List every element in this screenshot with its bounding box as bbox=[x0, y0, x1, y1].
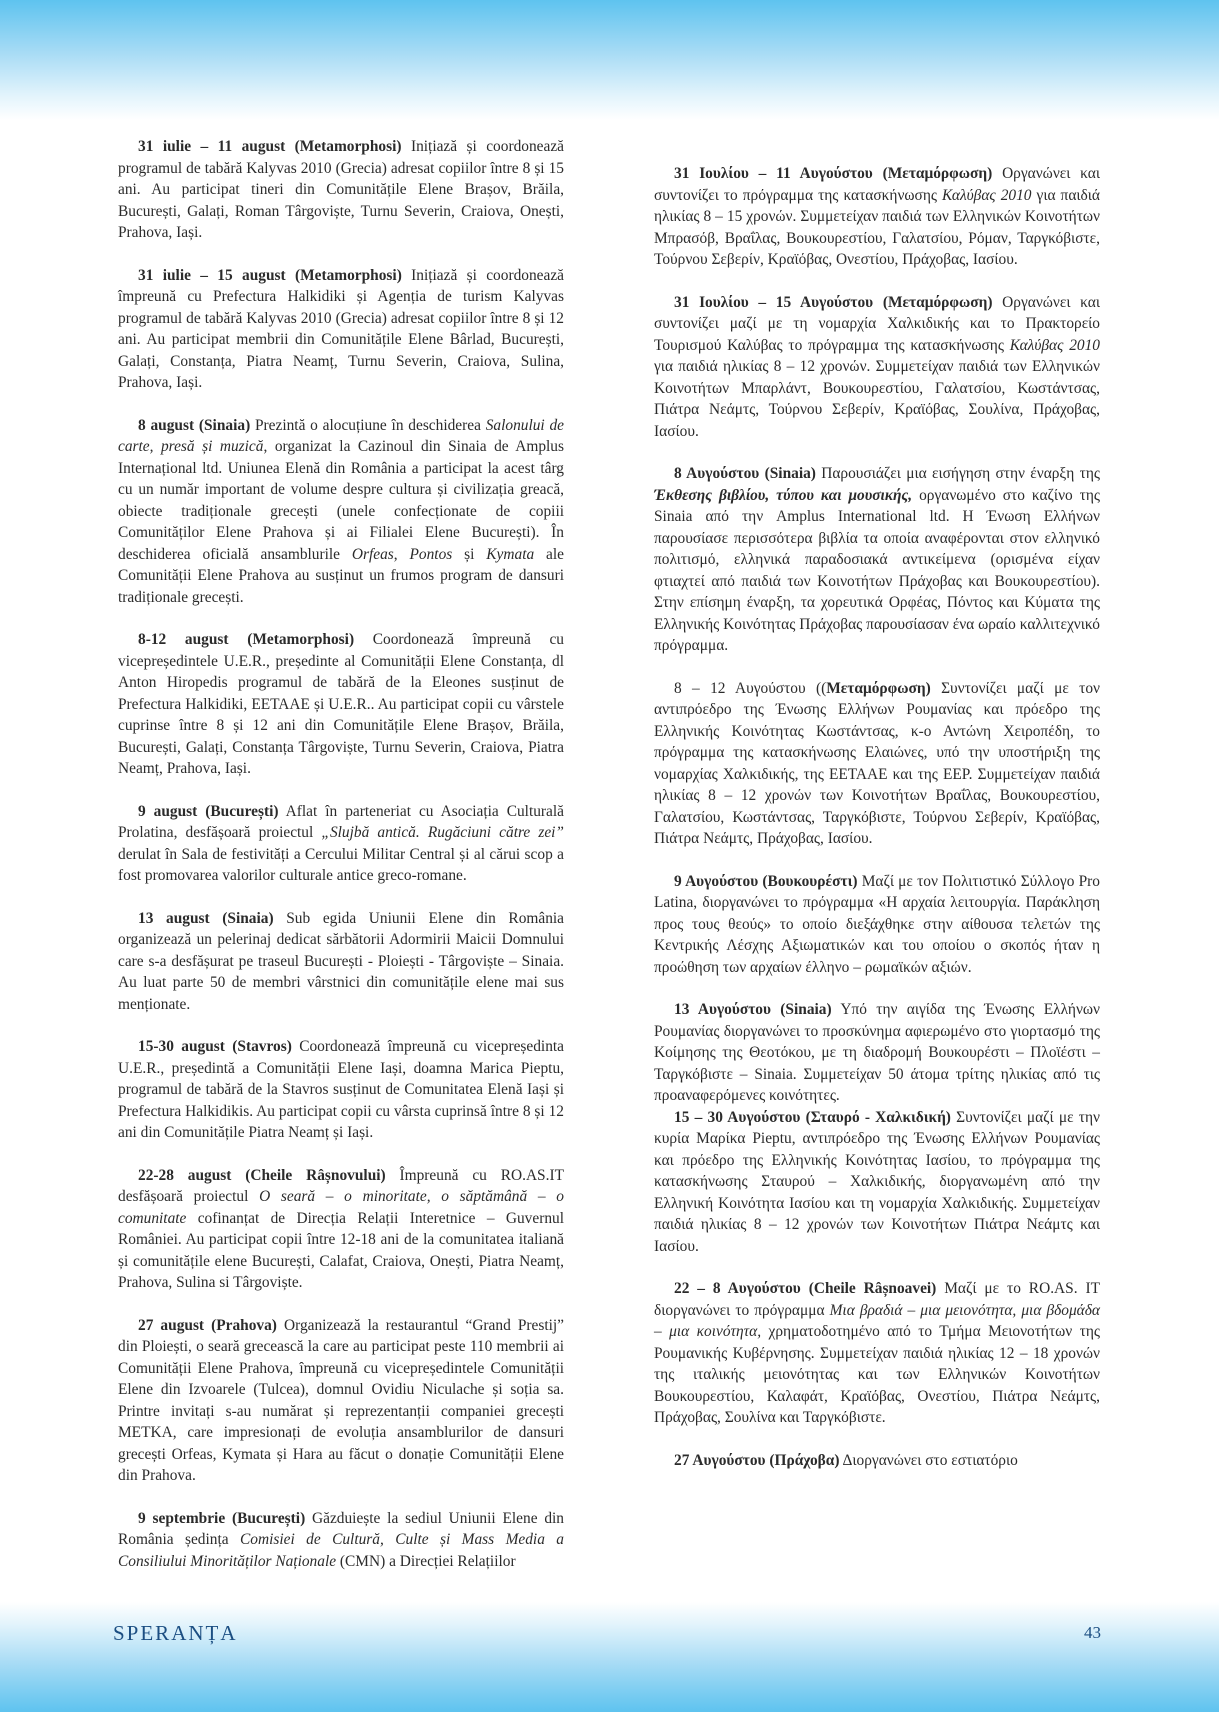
entry-el-4: 8 – 12 Αυγούστου ((Μεταμόρφωση) Συντονίζει μαζί με τον αντιπρόεδρο της Ένωσης Ελλήνων Ρουμανίας και πρόεδρο της Ελληνικής Κοινότητας Κωστάντσας, κ-ο Αντώνη Χειροπέδη, το πρόγραμμα της κατασκήνωσης Ελαιώνες, υπό την υποστήριξη της νομαρχίας Χαλκιδικής, της ΕΕΤΑΑΕ και της ΕΕΡ. Συμμετείχαν παιδιά ηλικίας 8 – 12 χρονών των Κοινοτήτων Βραΐλας, Βουκουρεστίου, Γαλατσίου, Κωστάντσας, Ταργκόβιστε, Τούρνου Σεβερίν, Κραϊόβας, Πιάτρα Νεάμτς, Πράχοβας, Ιασίου. bbox=[654, 679, 1100, 847]
right-column bbox=[654, 163, 1100, 1492]
bottom-gradient-band bbox=[0, 1602, 1219, 1712]
entry-ro-2: 31 iulie – 15 august (Metamorphosi) Inițiază și coordonează împreună cu Prefectura Halkidiki și Agenția de turism Kalyvas programul de tabără Kalyvas 2010 (Grecia) adresat copiilor între 8 și 12 ani. Au participat membrii din Comunitățile Elene Bârlad, București, Galați, Constanța, Piatra Neamț, Turnu Severin, Craiova, Sulina, Prahova, Iași. bbox=[118, 266, 564, 391]
entry-el-8: 22 – 8 Αυγούστου (Cheile Râșnoavei) Μαζί με το RO.AS. IT διοργανώνει το πρόγραμμα Μια βραδιά – μια μειονότητα, μια βδομάδα – μια κοινότητα, χρηματοδοτημένο από το Τμήμα Μειονοτήτων της Ρουμανικής Κυβέρνησης. Συμμετείχαν παιδιά ηλικίας 12 – 18 χρονών της ιταλικής μειονότητας και των Ελληνικών Κοινοτήτων Βουκουρεστίου, Καλαφάτ, Κραϊόβας, Ονεστίου, Πιάτρα Νεάμτς, Πράχοβας, Σουλίνα και Ταργκόβιστε. bbox=[654, 1280, 1100, 1426]
entry-el-3: 8 Αυγούστου (Sinaia) Παρουσιάζει μια εισήγηση στην έναρξη της Έκθεσης βιβλίου, τύπου και μουσικής, οργανωμένο στο καζίνο της Sinaia από την Amplus International ltd. Η Ένωση Ελλήνων παρουσίασε περισσότερα βιβλία τα οποία αναφέρονται στον ελληνικό πολιτισμό, ελληνικά παραδοσιακά αντικείμενα (ορισμένα είχαν φτιαχτεί από παιδιά των Κοινοτήτων Πράχοβας και Βουκουρεστίου). Στην επίσημη έναρξη, τα χορευτικά Ορφέας, Πόντος και Κύματα της Ελληνικής Κοινότητας Πράχοβας παρουσίασαν ένα ωραίο καλλιτεχνικό πρόγραμμα. bbox=[654, 465, 1100, 654]
left-column bbox=[118, 136, 564, 1593]
entry-ro-4: 8-12 august (Metamorphosi) Coordonează împreună cu vicepreședintele U.E.R., președinte al Comunității Elene Constanța, dl Anton Hiropedis programul de tabără de la Eleones susținut de Prefectura Halkidiki, EETAAE și U.E.R.. Au participat copii cu vârstele cuprinse între 8 și 12 ani din Comunitățile Elene Brașov, Brăila, București, Galați, Constanța Târgoviște, Turnu Severin, Craiova, Piatra Neamț, Prahova, Iași. bbox=[118, 631, 564, 777]
entry-ro-7: 15-30 august (Stavros) Coordonează împreună cu vicepreședinta U.E.R., președintă a Comunității Elene Iași, doamna Marica Pieptu, programul de tabără de la Stavros susținut de Comunitatea Elenă Iași și Prefectura Halkidikis. Au participat copii cu vârsta cuprinsă între 8 și 12 ani din Comunitățile Piatra Neamț și Iași. bbox=[118, 1038, 564, 1141]
magazine-name: SPERANȚA bbox=[113, 1621, 238, 1645]
page-number: 43 bbox=[1084, 1623, 1101, 1642]
entry-el-1: 31 Ιουλίου – 11 Αυγούστου (Μεταμόρφωση) Οργανώνει και συντονίζει το πρόγραμμα της κατασκήνωσης Καλύβας 2010 για παιδιά ηλικίας 8 – 15 χρονών. Συμμετείχαν παιδιά των Ελληνικών Κοινοτήτων Μπρασόβ, Βραΐλας, Βουκουρεστίου, Γαλατσίου, Ρόμαν, Ταργκόβιστε, Τούρνου Σεβερίν, Κραϊόβας, Ονεστίου, Πράχοβας, Ιασίου. bbox=[654, 165, 1100, 268]
entry-el-5: 9 Αυγούστου (Βουκουρέστι) Μαζί με τον Πολιτιστικό Σύλλογο Pro Latina, διοργανώνει το πρόγραμμα «Η αρχαία λειτουργία. Παράκληση προς τους θεούς» το οποίο διεξάχθηκε στην αίθουσα τελετών της Κεντρικής Λέσχης Αξιωματικών και του οποίου ο σκοπός ήταν η προώθηση των αρχαίων έλληνο – ρωμαϊκών αξιών. bbox=[654, 872, 1100, 976]
entry-ro-3: 8 august (Sinaia) Prezintă o alocuțiune în deschiderea Salonului de carte, presă și muzică, organizat la Cazinoul din Sinaia de Amplus Internațional ltd. Uniunea Elenă din România a participat la acest târg cu un număr important de volume despre cultura și civilizația greacă, obiecte tradiționale grecești (unele confecționate de copiii Comunităților Elene Prahova și ai Filialei Elene București). În deschiderea oficială ansamblurile Orfeas, Pontos și Kymata ale Comunității Elene Prahova au susținut un frumos program de dansuri tradiționale grecești. bbox=[118, 416, 565, 606]
entry-ro-10: 9 septembrie (București) Găzduiește la sediul Uniunii Elene din România ședința Comisiei de Cultură, Culte și Mass Media a Consiliului Minorităților Naționale (CMN) a Direcției Relațiilor bbox=[118, 1509, 565, 1570]
entry-ro-5: 9 august (București) Aflat în parteneriat cu Asociația Culturală Prolatina, desfășoară proiectul „Slujbă antică. Rugăciuni către zei” derulat în Sala de festivități a Cercului Militar Central și al cărui scop a fost promovarea valorilor culturale antice greco-romane. bbox=[118, 802, 564, 884]
entry-el-2: 31 Ιουλίου – 15 Αυγούστου (Μεταμόρφωση) Οργανώνει και συντονίζει μαζί με τη νομαρχία Χαλκιδικής και το Πρακτορείο Τουρισμού Καλύβας το πρόγραμμα της κατασκήνωσης Καλύβας 2010 για παιδιά ηλικίας 8 – 12 χρονών. Συμμετείχαν παιδιά των Ελληνικών Κοινοτήτων Μπαρλάντ, Βουκουρεστίου, Γαλατσίου, Κωστάντσας, Πιάτρα Νεάμτς, Τούρνου Σεβερίν, Κραϊόβας, Σουλίνα, Πράχοβας, Ιασίου. bbox=[654, 293, 1100, 440]
entry-el-7: 15 – 30 Αυγούστου (Σταυρό - Χαλκιδική) Συντονίζει μαζί με την κυρία Μαρίκα Pieptu, αντιπρόεδρο της Ένωσης Ελλήνων Ρουμανίας και πρόεδρο της Ελληνικής Κοινότητας Ιασίου, το πρόγραμμα της κατασκήνωσης Σταυρού – Χαλκιδικής, διοργανωμένη από την Ελληνική Κοινότητα Ιασίου και τη νομαρχία Χαλκιδικής. Συμμετείχαν παιδιά ηλικίας 8 – 12 χρονών των Κοινοτήτων Πιάτρα Νεάμτς και Ιασίου. bbox=[654, 1108, 1100, 1255]
entry-ro-6: 13 august (Sinaia) Sub egida Uniunii Elene din România organizează un pelerinaj dedicat sărbătorii Adormirii Maicii Domnului care s-a desfășurat pe traseul București - Ploiești - Târgoviște – Sinaia. Au luat parte 50 de membri vârstnici din comunitățile elene mai sus menționate. bbox=[118, 909, 564, 1013]
entry-ro-1: 31 iulie – 11 august (Metamorphosi) Inițiază și coordonează programul de tabără Kalyvas 2010 (Grecia) adresat copiilor între 8 și 15 ani. Au participat tineri din Comunitățile Elene Brașov, Brăila, București, Galați, Roman Târgoviște, Turnu Severin, Craiova, Onești, Prahova, Iași. bbox=[118, 138, 564, 241]
top-gradient-band bbox=[0, 0, 1219, 120]
entry-ro-8: 22-28 august (Cheile Râșnovului) Împreună cu RO.AS.IT desfășoară proiectul O seară – o minoritate, o săptămână – o comunitate cofinanțat de Direcția Relații Interetnice – Guvernul României. Au participat copii între 12-18 ani de la comunitatea italiană și comunitățile elene București, Calafat, Craiova, Onești, Piatra Neamț, Prahova, Sulina si Târgoviște. bbox=[118, 1166, 564, 1291]
entry-el-6: 13 Αυγούστου (Sinaia) Υπό την αιγίδα της Ένωσης Ελλήνων Ρουμανίας διοργανώνει το προσκύνημα αφιερωμένο στο γιορτασμό της Κοίμησης της Θεοτόκου, με τη διαδρομή Βουκουρέστι – Πλοϊέστι – Ταργκόβιστε – Sinaia. Συμμετείχαν 50 άτομα τρίτης ηλικίας από τις προαναφερόμενες κοινότητες. bbox=[654, 1001, 1100, 1104]
entry-ro-9: 27 august (Prahova) Organizează la restaurantul “Grand Prestij” din Ploiești, o seară grecească la care au participat peste 110 membrii ai Comunității Elene Prahova, împreună cu vicepreședintele Comunității Elene din Izvoarele (Tulcea), domnul Ovidiu Niculache și soția sa. Printre invitați s-au numărat și reprezentanții companiei grecești METKA, care impresionați de evoluția ansamblurilor de dansuri grecești Orfeas, Kymata și Hara au făcut o donație Comunității Elene din Prahova. bbox=[118, 1316, 564, 1484]
entry-el-9: 27 Αυγούστου (Πράχοβα) Διοργανώνει στο εστιατόριο bbox=[674, 1451, 1018, 1469]
